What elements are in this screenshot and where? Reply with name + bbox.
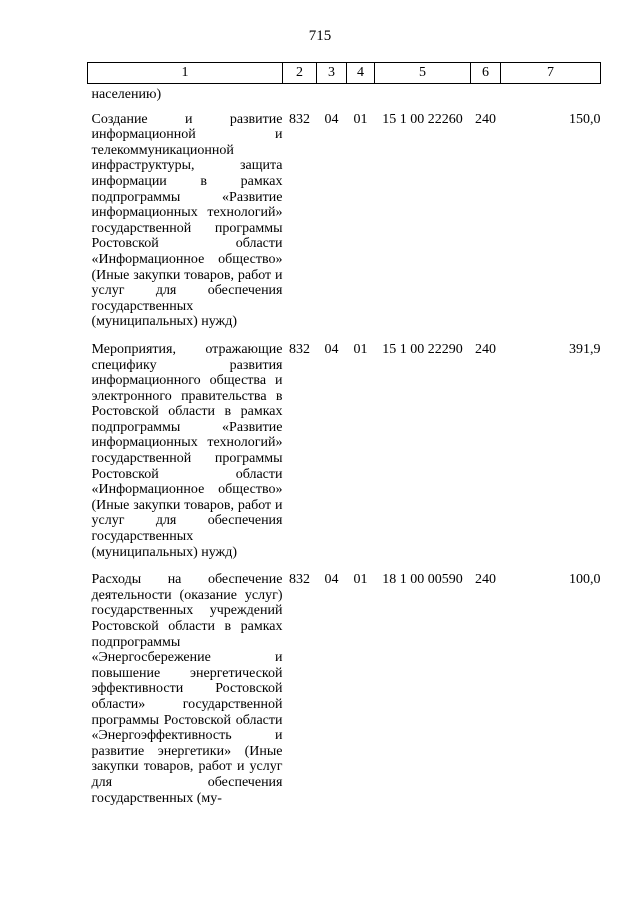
continuation-text: населению) [91,87,162,102]
section-code: 04 [324,111,339,127]
column-header-5: 5 [375,63,471,84]
table-header-row [88,63,601,84]
column-header-6: 6 [471,63,501,84]
subsection-code: 01 [353,572,368,588]
column-header-1: 1 [88,63,283,84]
table-row-continuation [88,84,601,106]
section-code: 04 [324,572,339,588]
amount: 391,9 [569,341,601,357]
section-code: 04 [324,341,339,357]
table-row [88,106,601,336]
target-code: 15 1 00 22290 [382,341,463,357]
table-row [88,336,601,566]
expense-name: Создание и развитие информационной и телекоммуникационной инфраструктуры, защита информации в рамках подпрограммы «Развитие информационных технологий» государственной программы Ростовской области «Информационное общество» (Иные закупки товаров, работ и услуг для обеспечения государственных (муниципальных) нужд) [91,111,283,330]
subsection-code: 01 [353,341,368,357]
column-header-3: 3 [317,63,347,84]
expense-name: Расходы на обеспечение деятельности (оказание услуг) государственных учреждений Ростовской области в рамках подпрограммы «Энергосбережение и повышение энергетической эффективности Ростовской области» государственной программы Ростовской области «Энергоэффективность и развитие энергетики» (Иные закупки товаров, работ и услуг для обеспечения государственных (му- [91,572,283,806]
column-header-2: 2 [283,63,317,84]
target-code: 15 1 00 22260 [382,111,463,127]
subsection-code: 01 [353,111,368,127]
ministry-code: 832 [289,572,310,588]
expense-type-code: 240 [475,572,496,588]
expense-type-code: 240 [475,111,496,127]
page-number: 715 [308,28,332,44]
expense-type-code: 240 [475,341,496,357]
ministry-code: 832 [289,111,310,127]
expense-name: Мероприятия, отражающие специфику развития информационного общества и электронного правительства в Ростовской области в рамках подпрограммы «Развитие информационных технологий» государственной программы Ростовской области «Информационное общество» (Иные закупки товаров, работ и услуг для обеспечения государственных (муниципальных) нужд) [91,341,283,560]
table-row [88,566,601,812]
amount: 150,0 [569,111,601,127]
amount: 100,0 [569,572,601,588]
target-code: 18 1 00 00590 [382,572,463,588]
ministry-code: 832 [289,341,310,357]
column-header-4: 4 [347,63,375,84]
budget-table [87,62,601,812]
column-header-7: 7 [501,63,601,84]
